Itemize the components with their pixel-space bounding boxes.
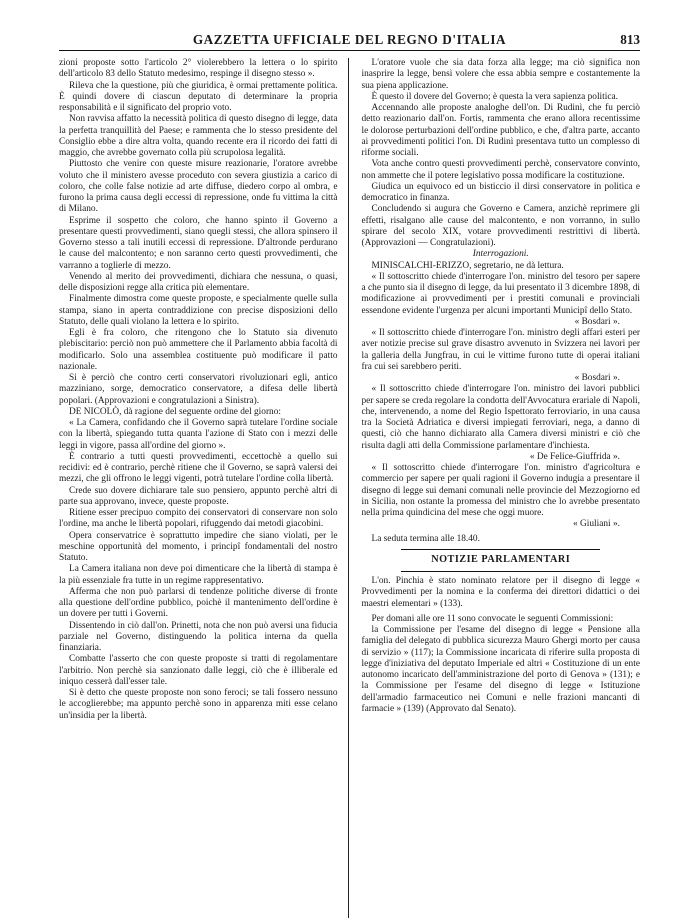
paragraph: Egli è fra coloro, che ritengono che lo Statuto sia divenuto plebiscitario: perciò non può ammettere che il Parlamento abbia facoltà di modificarlo. Solo una assemblea costituente può modificare il patto nazionale. bbox=[59, 328, 338, 372]
paragraph: Afferma che non può parlarsi di tendenze politiche diverse di fronte alla questione dell'ordine pubblico, poichè il mantenimento dell'ordine è un dovere per tutti i Governi. bbox=[59, 586, 338, 620]
paragraph: Si è detto che queste proposte non sono feroci; se tali fossero nessuno le accoglierebbe; ma appunto perchè sono in apparenza miti esse celano un'insidia per la libertà. bbox=[59, 688, 338, 721]
paragraph: Crede suo dovere dichiarare tale suo pensiero, appunto perchè altri di parte sua approvano, invece, queste proposte. bbox=[59, 485, 338, 507]
paragraph: Finalmente dimostra come queste proposte, e specialmente quelle sulla stampa, siano in aperta contraddizione con precise disposizioni dello Statuto, delle quali violano la lettera e lo spirito. bbox=[59, 294, 338, 327]
paragraph: Venendo al merito dei provvedimenti, dichiara che nessuna, o quasi, delle disposizioni regge alla critica più elementare. bbox=[59, 271, 338, 293]
section-title: NOTIZIE PARLAMENTARI bbox=[431, 553, 571, 565]
interrogation-signature: « Bosdari ». bbox=[574, 316, 620, 327]
paragraph: Vota anche contro questi provvedimenti perchè, conservatore convinto, non ammette che il potere legislativo possa modificare la costituzione. bbox=[361, 159, 640, 181]
session-closing: La seduta termina alle 18.40. bbox=[371, 533, 480, 544]
left-column bbox=[59, 58, 338, 918]
paragraph: Rileva che la questione, più che giuridica, è ormai prettamente politica. È quindi dovere di ciascun deputato di determinare la propria responsabilità e il significato del proprio voto. bbox=[59, 80, 338, 113]
newspaper-title: GAZZETTA UFFICIALE DEL REGNO D'ITALIA bbox=[192, 32, 507, 47]
page-header bbox=[59, 26, 640, 51]
paragraph: Ritiene esser precipuo compito dei conservatori di conservare non solo l'ordine, ma anche le libertà popolari, rifuggendo dai metodi giacobini. bbox=[59, 508, 338, 530]
section-rule bbox=[401, 571, 600, 572]
paragraph: È contrario a tutti questi provvedimenti, eccettochè a quello sui recidivi: ed è contrario, perchè ritiene che il Governo, se saprà valersi dei mezzi, che gli offrono le leggi vigenti, potrà tutelare l'ordine colla libertà. bbox=[59, 451, 338, 485]
column-divider bbox=[348, 58, 349, 918]
paragraph: Accennando alle proposte analoghe dell'on. Di Rudinì, che fu perciò detto reazionario dall'on. Fortis, rammenta che erano allora recentissime le dolorose perturbazioni dell'ordine pubblico, e che, d'altra parte, accanto ai provvedimenti politici l'on. Di Rudinì presentava tutto un complesso di riforme sociali. bbox=[361, 103, 640, 158]
secretary-line: MINISCALCHI-ERIZZO, segretario, ne dà lettura. bbox=[371, 260, 564, 271]
paragraph: Combatte l'asserto che con queste proposte si tratti di regolamentare l'arbitrio. Non perchè sia sanzionato dalle leggi, ciò che è illiberale ed iniquo cesserà dall'esser tale. bbox=[59, 654, 338, 687]
paragraph: Si è perciò che contro certi conservatori rivoluzionari egli, antico mazziniano, sorge, democratico conservatore, a difesa delle libertà popolari. (Approvazioni e congratulazioni a Sinistra). bbox=[59, 373, 338, 406]
paragraph: È questo il dovere del Governo; è questa la vera sapienza politica. bbox=[371, 91, 618, 102]
right-column bbox=[361, 58, 640, 918]
interrogation-signature: « Giuliani ». bbox=[573, 519, 620, 530]
paragraph: L'oratore vuole che sia data forza alla legge; ma ciò significa non inasprire la legge, bensì volere che essa abbia sempre e costantemente la sua piena applicazione. bbox=[361, 58, 640, 91]
order-of-the-day-quote: « La Camera, confidando che il Governo saprà tutelare l'ordine sociale con la libertà, spiegando tutta quanta l'azione di Stato con i mezzi delle leggi in vigore, passa all'ordine del giorno ». bbox=[59, 418, 338, 451]
paragraph: Esprime il sospetto che coloro, che hanno spinto il Governo a presentare questi provvedimenti, siano quegli stessi, che allora spinsero il Governo stesso a tali inutili eccessi di repressione. D'altronde perdurano le cause del malcontento; e non saranno certo questi provvedimenti, che varranno a toglierle di mezzo. bbox=[59, 215, 338, 271]
paragraph: Giudica un equivoco ed un bisticcio il dirsi conservatore in politica e democratico in finanza. bbox=[361, 181, 640, 203]
interrogation-text: « Il sottoscritto chiede d'interrogare l'on. ministro dei lavori pubblici per sapere se creda regolare la condotta dell'Avvocatura erariale di Napoli, che, intervenendo, a nome del Regio Ispettorato ferroviario, in una causa tra la Società Adriatica e diversi impiegati ferroviari, nega, a danno di questi, ciò che hanno dichiarato alla Camera diversi ministri e ciò che risulta dagli atti della Commissione parlamentare d'inchiesta. bbox=[361, 384, 640, 451]
article-columns bbox=[59, 58, 640, 918]
interrogation-text: « Il sottoscritto chiede d'interrogare l'on. ministro degli affari esteri per aver notizie precise sul grave disastro avvenuto in Svizzera nei lavori per la galleria della Jungfrau, in cui le vittime furono tutte di operai italiani fra cui sei sarebbero periti. bbox=[361, 328, 640, 372]
notizie-paragraph: L'on. Pinchia è stato nominato relatore per il disegno di legge « Provvedimenti per la nomina e la conferma dei direttori didattici o dei maestri elementari » (133). bbox=[361, 576, 640, 609]
page-number: 813 bbox=[620, 32, 640, 47]
interrogation-signature: « Bosdari ». bbox=[574, 373, 620, 383]
notizie-paragraph: la Commissione per l'esame del disegno di legge « Pensione alla famiglia del delegato di pubblica sicurezza Mauro Ghergi morto per causa di servizio » (117); la Commissione incaricata di riferire sulla proposta di legge d'iniziativa del deputato Imperiale ed altri « Costituzione di un ente autonomo incaricato dell'amministrazione del porto di Genova » (131); e la Commissione per l'esame del disegno di legge « Istituzione dell'armadio farmaceutico nei Comuni e nelle frazioni mancanti di farmacie » (139) (Approvato dal Senato). bbox=[361, 625, 640, 714]
paragraph: Dissentendo in ciò dall'on. Prinetti, nota che non può aversi una fiducia parziale nel Governo, distinguendo la politica interna da quella finanziaria. bbox=[59, 620, 338, 653]
interrogation-text: « Il sottoscritto chiede d'interrogare l'on. ministro del tesoro per sapere a che punto sia il disegno di legge, da lui presentato il 3 dicembre 1898, di modificazione ai provvedimenti per i prestiti comunali e provinciali essendone evidente l'urgenza per alcuni importanti Municipî dello Stato. bbox=[361, 271, 640, 316]
speaker-paragraph: DE NICOLÒ, dà ragione del seguente ordine del giorno: bbox=[69, 406, 281, 417]
paragraph: Opera conservatrice è soprattutto impedire che siano violati, per le meschine opportunità del momento, i principî fondamentali del nostro Statuto. bbox=[59, 530, 338, 563]
interrogation-signature: « De Felice-Giuffrida ». bbox=[529, 451, 620, 462]
paragraph: Concludendo si augura che Governo e Camera, anzichè reprimere gli effetti, risalgano alle cause del malcontento, e non vorranno, in sullo spirare del secolo XIX, votare provvedimenti restrittivi di libertà. (Approvazioni — Congratulazioni). bbox=[361, 204, 640, 248]
section-rule bbox=[401, 549, 600, 550]
interrogazioni-heading: Interrogazioni. bbox=[472, 249, 529, 260]
paragraph: La Camera italiana non deve poi dimenticare che la libertà di stampa è la più essenziale fra tutte in un regime rappresentativo. bbox=[59, 564, 338, 586]
paragraph: Non ravvisa affatto la necessità politica di questo disegno di legge, data la perfetta tranquillità del Paese; e rammenta che lo stesso presidente del Consiglio ebbe a dire altra volta, quando recente era il ricordo dei fatti di maggio, che avrebbe governato colla più scrupolosa legalità. bbox=[59, 114, 338, 158]
interrogation-text: « Il sottoscritto chiede d'interrogare l'on. ministro d'agricoltura e commercio per sapere per quali ragioni il Governo indugia a presentare il disegno di legge sui demani comunali nelle provincie del Mezzogiorno ed in Sicilia, non ostante la promessa del ministro che lo avrebbe presentato nella prima quindicina del mese che oggi muore. bbox=[361, 463, 640, 518]
paragraph: Piuttosto che venire con queste misure reazionarie, l'oratore avrebbe voluto che il ministero avesse proceduto con severa giustizia a carico di coloro, che colle false notizie ad arte diffuse, diedero corpo al ombra, e furono la prima causa degli eccessi di repressione, onde fu vittima la città di Milano. bbox=[59, 159, 338, 215]
paragraph: zioni proposte sotto l'articolo 2° violerebbero la lettera o lo spirito dell'articolo 83 dello Statuto medesimo, respinge il disegno stesso ». bbox=[59, 58, 338, 80]
notizie-paragraph: Per domani alle ore 11 sono convocate le seguenti Commissioni: bbox=[371, 613, 614, 624]
